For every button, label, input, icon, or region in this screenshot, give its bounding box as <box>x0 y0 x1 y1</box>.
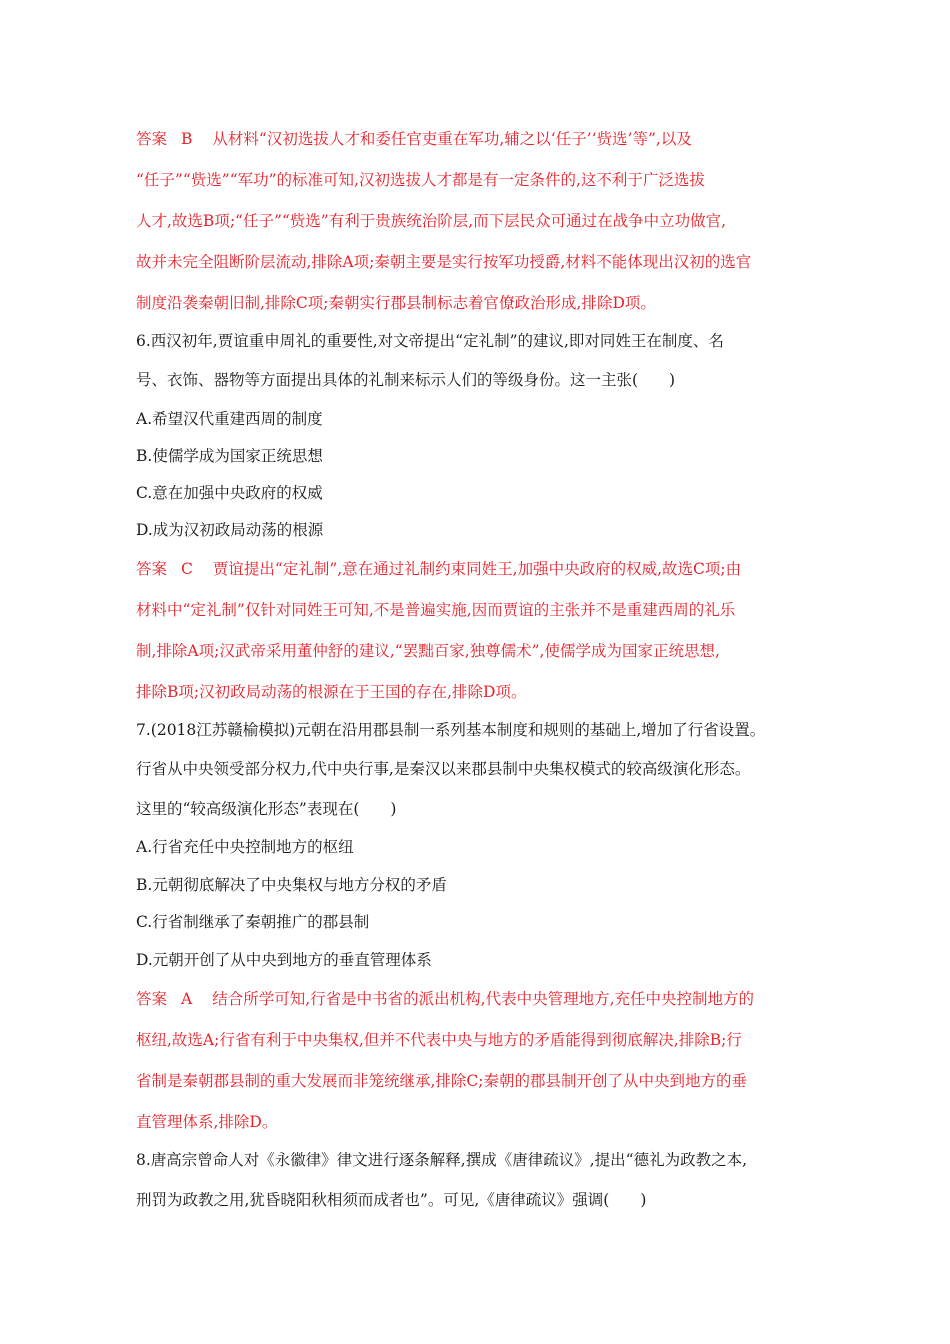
question-6-option-a: A.希望汉代重建西周的制度 <box>136 410 323 428</box>
answer-letter: A <box>181 990 193 1008</box>
question-7-line-2: 行省从中央领受部分权力,代中央行事,是秦汉以来郡县制中央集权模式的较高级演化形态。 <box>136 760 751 778</box>
answer-6-line-2: 材料中“定礼制”仅针对同姓王可知,不是普遍实施,因而贾谊的主张并不是重建西周的礼乐 <box>136 601 736 619</box>
question-7-option-b: B.元朝彻底解决了中央集权与地方分权的矛盾 <box>136 876 447 894</box>
answer-text: 从材料“汉初选拔人才和委任官吏重在军功,辅之以‘任子’‘赀选’等”,以及 <box>212 130 692 148</box>
question-6-option-d: D.成为汉初政局动荡的根源 <box>136 521 324 539</box>
answer-7-line-4: 直管理体系,排除D。 <box>136 1113 278 1131</box>
question-6-option-c: C.意在加强中央政府的权威 <box>136 484 323 502</box>
answer-letter: B <box>181 130 193 148</box>
answer-label: 答案 <box>136 130 168 148</box>
answer-5-line-5: 制度沿袭秦朝旧制,排除C项;秦朝实行郡县制标志着官僚政治形成,排除D项。 <box>136 294 656 312</box>
answer-6-line-3: 制,排除A项;汉武帝采用董仲舒的建议,“罢黜百家,独尊儒术”,使儒学成为国家正统思想, <box>136 642 720 660</box>
question-6-option-b: B.使儒学成为国家正统思想 <box>136 447 323 465</box>
question-7-line-3: 这里的“较高级演化形态”表现在( ) <box>136 800 397 818</box>
answer-6-line-4: 排除B项;汉初政局动荡的根源在于王国的存在,排除D项。 <box>136 683 527 701</box>
question-6-line-2: 号、衣饰、器物等方面提出具体的礼制来标示人们的等级身份。这一主张( ) <box>136 371 676 389</box>
answer-5-line-3: 人才,故选B项;“任子”“赀选”有利于贵族统治阶层,而下层民众可通过在战争中立功做官, <box>136 212 727 230</box>
answer-7-line-1 <box>136 990 754 1009</box>
question-7-option-d: D.元朝开创了从中央到地方的垂直管理体系 <box>136 951 432 969</box>
question-8-line-2: 刑罚为政教之用,犹昏晓阳秋相须而成者也”。可见,《唐律疏议》强调( ) <box>136 1191 647 1209</box>
answer-7-line-2: 枢纽,故选A;行省有利于中央集权,但并不代表中央与地方的矛盾能得到彻底解决,排除B;行 <box>136 1031 742 1049</box>
question-7-line-1: 7.(2018江苏赣榆模拟)元朝在沿用郡县制一系列基本制度和规则的基础上,增加了行省设置。 <box>136 721 766 739</box>
answer-text: 结合所学可知,行省是中书省的派出机构,代表中央管理地方,充任中央控制地方的 <box>212 990 755 1008</box>
answer-5-line-2: “任子”“赀选”“军功”的标准可知,汉初选拔人才都是有一定条件的,这不利于广泛选拔 <box>136 171 705 189</box>
question-7-option-a: A.行省充任中央控制地方的枢纽 <box>136 838 354 856</box>
answer-label: 答案 <box>136 990 168 1008</box>
answer-7-line-3: 省制是秦朝郡县制的重大发展而非笼统继承,排除C;秦朝的郡县制开创了从中央到地方的垂 <box>136 1072 748 1090</box>
answer-5-line-1 <box>136 130 692 149</box>
answer-letter: C <box>181 560 193 578</box>
question-7-option-c: C.行省制继承了秦朝推广的郡县制 <box>136 913 370 931</box>
answer-text: 贾谊提出“定礼制”,意在通过礼制约束同姓王,加强中央政府的权威,故选C项;由 <box>212 560 742 578</box>
question-8-line-1: 8.唐高宗曾命人对《永徽律》律文进行逐条解释,撰成《唐律疏议》,提出“德礼为政教之本, <box>136 1151 747 1169</box>
answer-6-line-1 <box>136 560 741 579</box>
answer-label: 答案 <box>136 560 168 578</box>
answer-5-line-4: 故并未完全阻断阶层流动,排除A项;秦朝主要是实行按军功授爵,材料不能体现出汉初的选官 <box>136 253 752 271</box>
question-6-line-1: 6.西汉初年,贾谊重申周礼的重要性,对文帝提出“定礼制”的建议,即对同姓王在制度、名 <box>136 332 724 350</box>
